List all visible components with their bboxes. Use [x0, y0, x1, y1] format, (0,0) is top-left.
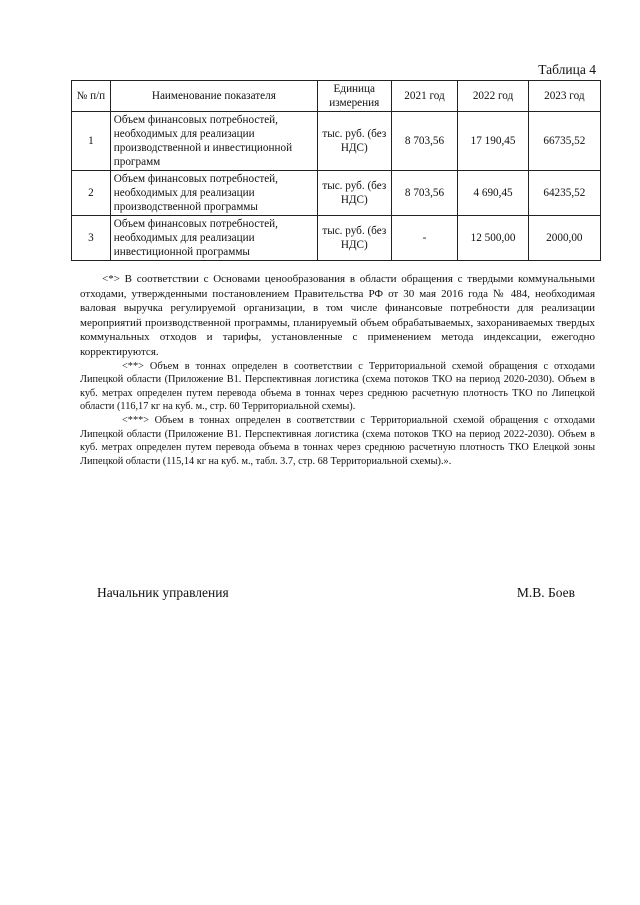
row-value-2023: 2000,00 [528, 216, 600, 261]
row-indicator-name: Объем финансовых потребностей, необходимых для реализации производственной и инвестиционной программ [110, 112, 317, 171]
table-row [72, 216, 601, 261]
row-value-2023: 66735,52 [528, 112, 600, 171]
row-value-2023: 64235,52 [528, 171, 600, 216]
table-row [72, 112, 601, 171]
table-row [72, 171, 601, 216]
signatory-position: Начальник управления [97, 585, 229, 600]
table-header-row [72, 81, 601, 112]
signature-block [97, 585, 575, 601]
row-indicator-name: Объем финансовых потребностей, необходимых для реализации производственной программы [110, 171, 317, 216]
row-unit: тыс. руб. (без НДС) [317, 216, 391, 261]
header-unit: Единица измерения [317, 81, 391, 112]
row-value-2021: - [391, 216, 458, 261]
header-indicator-name: Наименование показателя [110, 81, 317, 112]
row-value-2021: 8 703,56 [391, 171, 458, 216]
row-unit: тыс. руб. (без НДС) [317, 112, 391, 171]
row-value-2022: 4 690,45 [458, 171, 528, 216]
row-value-2022: 12 500,00 [458, 216, 528, 261]
header-year-2023: 2023 год [528, 81, 600, 112]
row-value-2021: 8 703,56 [391, 112, 458, 171]
signatory-name: М.В. Боев [516, 585, 575, 600]
row-indicator-name: Объем финансовых потребностей, необходимых для реализации инвестиционной программы [110, 216, 317, 261]
header-year-2021: 2021 год [391, 81, 458, 112]
row-unit: тыс. руб. (без НДС) [317, 171, 391, 216]
footnote-triple-asterisk: <***> Объем в тоннах определен в соответствии с Территориальной схемой обращения с отходами Липецкой области (Приложение В1. Перспективная логистика (схема потоков ТКО на период 2022-2030). Объем в куб. метрах определен путем перевода объема в тоннах через среднюю расчетную плотность ТКО Елецкой зоны Липецкой области (115,14 кг на куб. м., табл. 3.7, стр. 68 Территориальной схемы).». [80, 414, 595, 467]
footnote-single-asterisk: <*> В соответствии с Основами ценообразования в области обращения с твердыми коммунальными отходами, утвержденными постановлением Правительства РФ от 30 мая 2016 года № 484, необходимая валовая выручка регулируемой организации, в том числе финансовые потребности для реализации мероприятий производственной программы, планируемый объем обрабатываемых, захораниваемых твердых коммунальных отходов и тарифы, установленные с применением метода индексации, ежегодно корректируются. [80, 273, 595, 358]
row-number: 1 [72, 112, 111, 171]
row-value-2022: 17 190,45 [458, 112, 528, 171]
table-caption: Таблица 4 [538, 62, 596, 77]
header-number: № п/п [72, 81, 111, 112]
financial-needs-table [71, 80, 601, 261]
footnote-double-asterisk: <**> Объем в тоннах определен в соответствии с Территориальной схемой обращения с отходами Липецкой области (Приложение В1. Перспективная логистика (схема потоков ТКО на период 2020-2030). Объем в куб. метрах определен путем перевода объема в тоннах через среднюю расчетную плотность ТКО по Липецкой области (116,17 кг на куб. м., стр. 60 Территориальной схемы). [80, 360, 595, 413]
row-number: 3 [72, 216, 111, 261]
header-year-2022: 2022 год [458, 81, 528, 112]
footnotes [80, 272, 595, 468]
row-number: 2 [72, 171, 111, 216]
